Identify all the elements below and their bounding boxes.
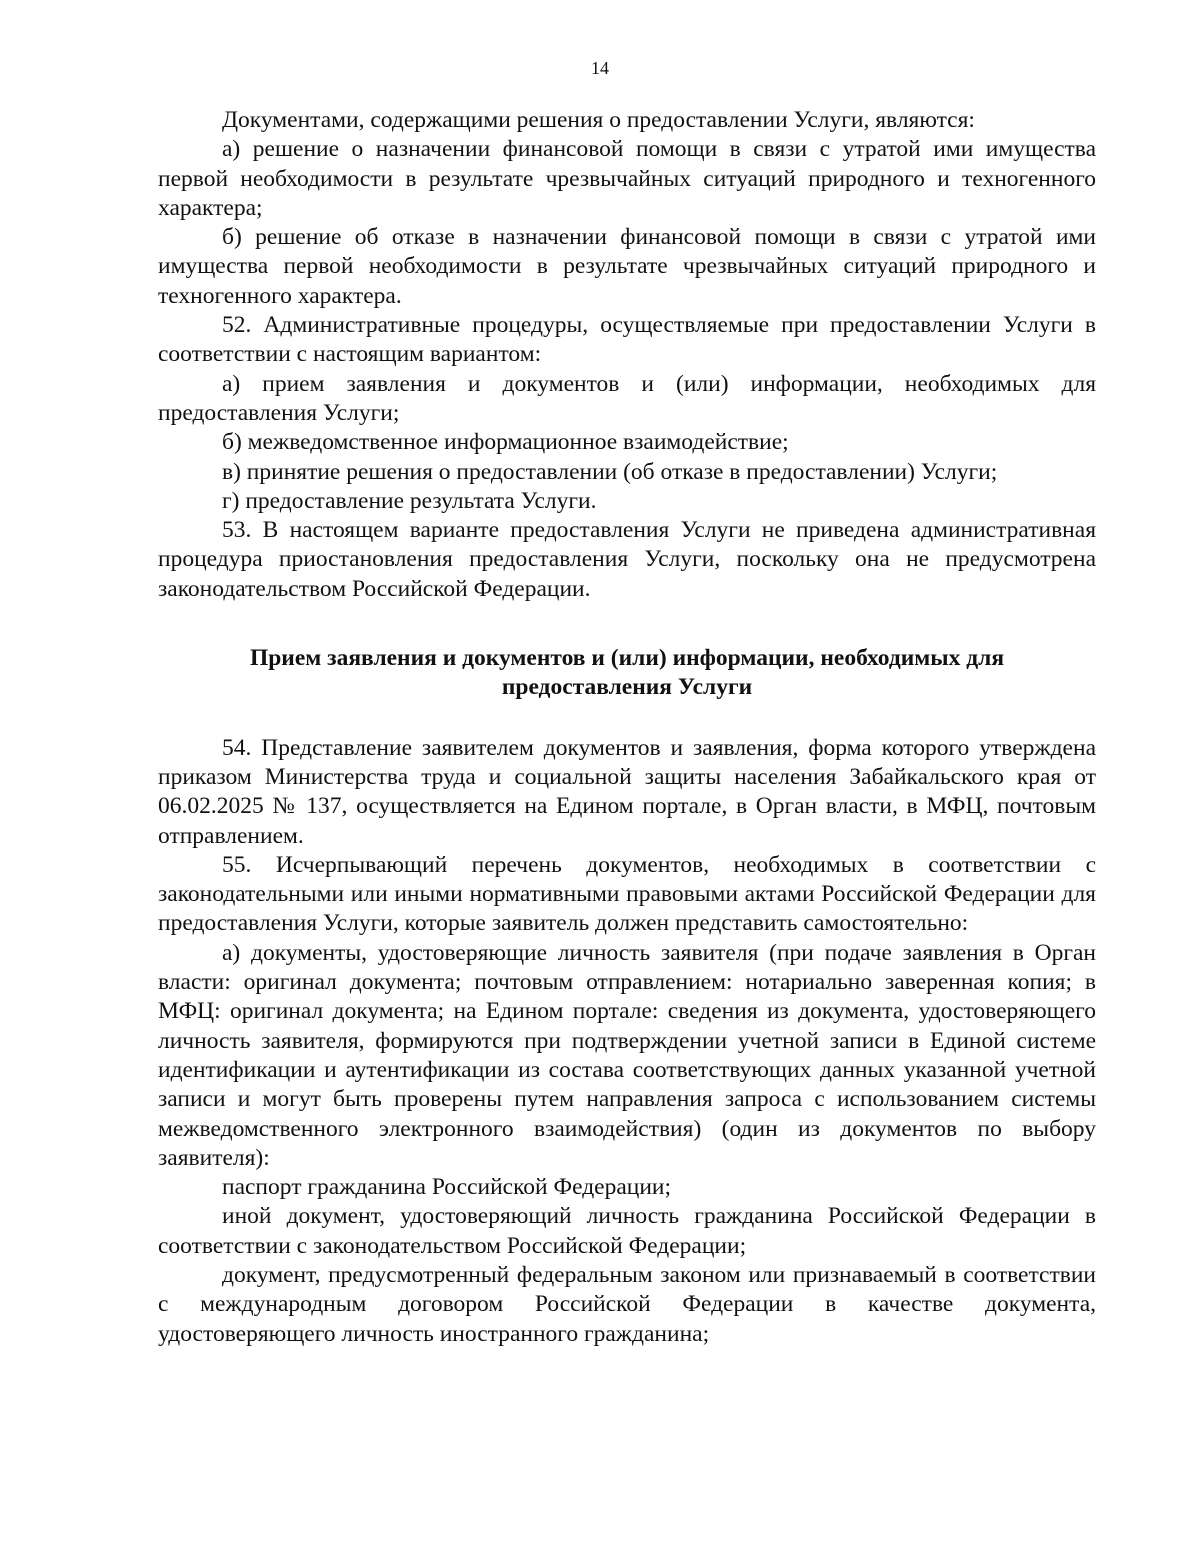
paragraph-52-a: а) прием заявления и документов и (или) информации, необходимых для предоставления Услуги; — [158, 370, 1096, 426]
paragraph-passport: паспорт гражданина Российской Федерации; — [222, 1174, 672, 1201]
paragraph-52-g: г) предоставление результата Услуги. — [222, 487, 597, 514]
paragraph-other-document: иной документ, удостоверяющий личность гражданина Российской Федерации в соответствии с законодательством Российской Федерации; — [158, 1203, 1096, 1259]
document-body — [158, 106, 1096, 1349]
paragraph-item-b: б) решение об отказе в назначении финансовой помощи в связи с утратой ими имущества первой необходимости в результате чрезвычайных ситуаций природного и техногенного характера. — [158, 224, 1096, 309]
paragraph-53: 53. В настоящем варианте предоставления Услуги не приведена административная процедура приостановления предоставления Услуги, поскольку она не предусмотрена законодательством Российской Федерации. — [158, 517, 1096, 602]
paragraph-52-b: б) межведомственное информационное взаимодействие; — [222, 429, 789, 456]
paragraph-52: 52. Административные процедуры, осуществляемые при предоставлении Услуги в соответствии с настоящим вариантом: — [158, 312, 1096, 368]
paragraph-foreign-document: документ, предусмотренный федеральным законом или признаваемый в соответствии с международным договором Российской Федерации в качестве документа, удостоверяющего личность иностранного гражданина; — [158, 1261, 1096, 1347]
section-heading: Прием заявления и документов и (или) информации, необходимых для предоставления Услуги — [249, 645, 1005, 701]
paragraph-55-a: а) документы, удостоверяющие личность заявителя (при подаче заявления в Орган власти: оригинал документа; почтовым отправлением: нотариально заверенная копия; в МФЦ: оригинал документа; на Едином портале: сведения из документа, удостоверяющего личность заявителя, формируются при подтверждении учетной записи в Единой системе идентификации и аутентификации из состава соответствующих данных указанной учетной записи и могут быть проверены путем направления запроса с использованием системы межведомственного электронного взаимодействия) (один из документов по выбору заявителя): — [158, 939, 1096, 1171]
paragraph-54: 54. Представление заявителем документов и заявления, форма которого утверждена приказом Министерства труда и социальной защиты населения Забайкальского края от 06.02.2025 № 137, осуществляется на Едином портале, в Орган власти, в МФЦ, почтовым отправлением. — [158, 734, 1096, 849]
paragraph-intro: Документами, содержащими решения о предоставлении Услуги, являются: — [222, 107, 975, 133]
paragraph-item-a: а) решение о назначении финансовой помощи в связи с утратой ими имущества первой необходимости в результате чрезвычайных ситуаций природного и техногенного характера; — [158, 136, 1096, 221]
page-number: 14 — [591, 58, 609, 78]
paragraph-55: 55. Исчерпывающий перечень документов, необходимых в соответствии с законодательными или иными нормативными правовыми актами Российской Федерации для предоставления Услуги, которые заявитель должен представить самостоятельно: — [158, 851, 1096, 937]
paragraph-52-v: в) принятие решения о предоставлении (об отказе в предоставлении) Услуги; — [222, 458, 998, 485]
